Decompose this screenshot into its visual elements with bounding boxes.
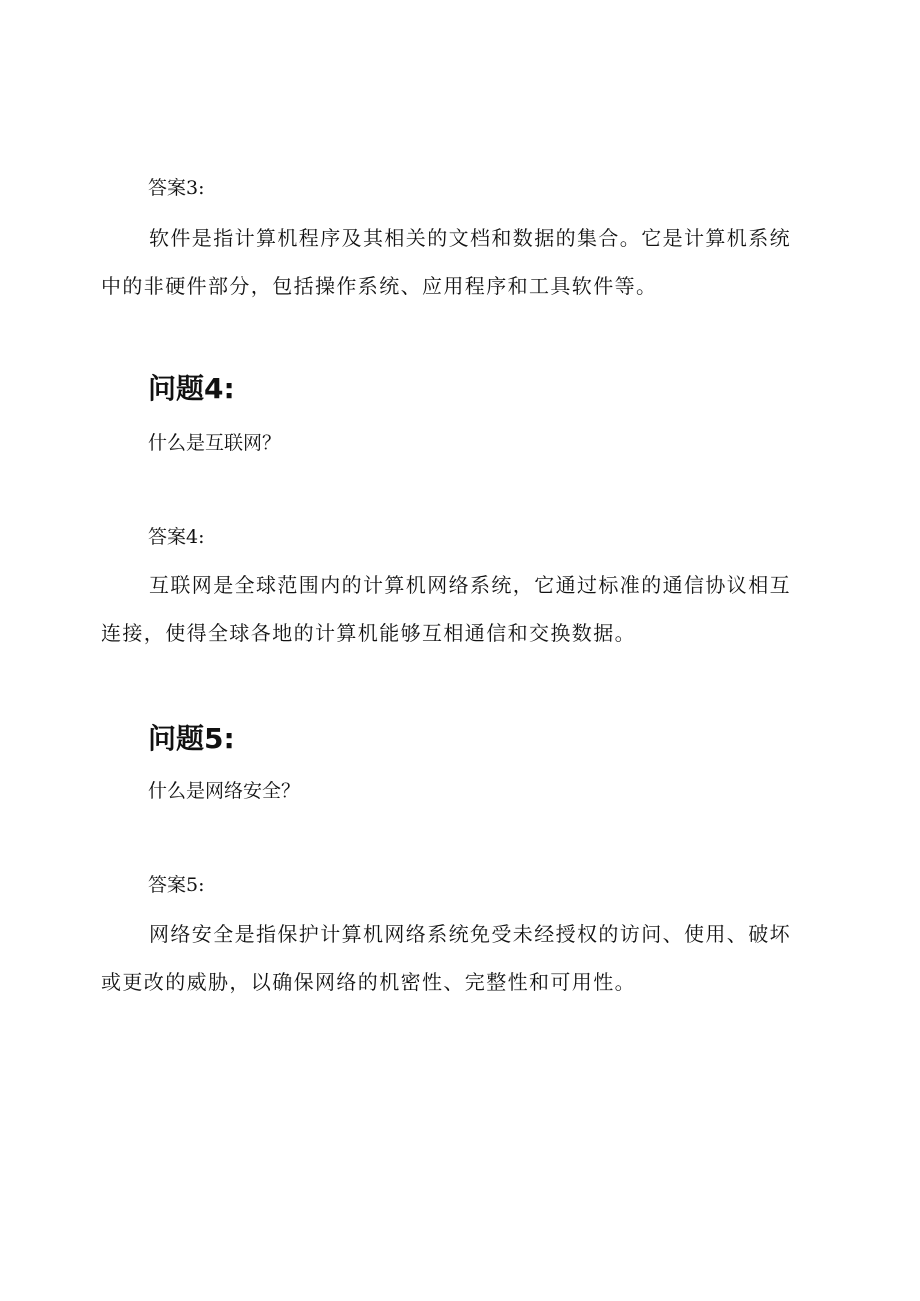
answer-4-text: 互联网是全球范围内的计算机网络系统，它通过标准的通信协议相互连接，使得全球各地的计算机能够互相通信和交换数据。 (101, 573, 791, 645)
answer-5-text: 网络安全是指保护计算机网络系统免受未经授权的访问、使用、破坏或更改的威胁，以确保网络的机密性、完整性和可用性。 (101, 922, 791, 994)
answer-4-label: 答案4: (148, 526, 205, 548)
answer-3-text: 软件是指计算机程序及其相关的文档和数据的集合。它是计算机系统中的非硬件部分，包括操作系统、应用程序和工具软件等。 (101, 226, 791, 298)
question-4-heading: 问题4: (148, 372, 235, 405)
answer-5-label: 答案5: (148, 874, 205, 896)
question-5-text: 什么是网络安全？ (148, 780, 301, 802)
answer-3-label: 答案3: (148, 177, 205, 199)
question-4-text: 什么是互联网？ (148, 432, 282, 454)
question-5-heading: 问题5: (148, 722, 235, 755)
